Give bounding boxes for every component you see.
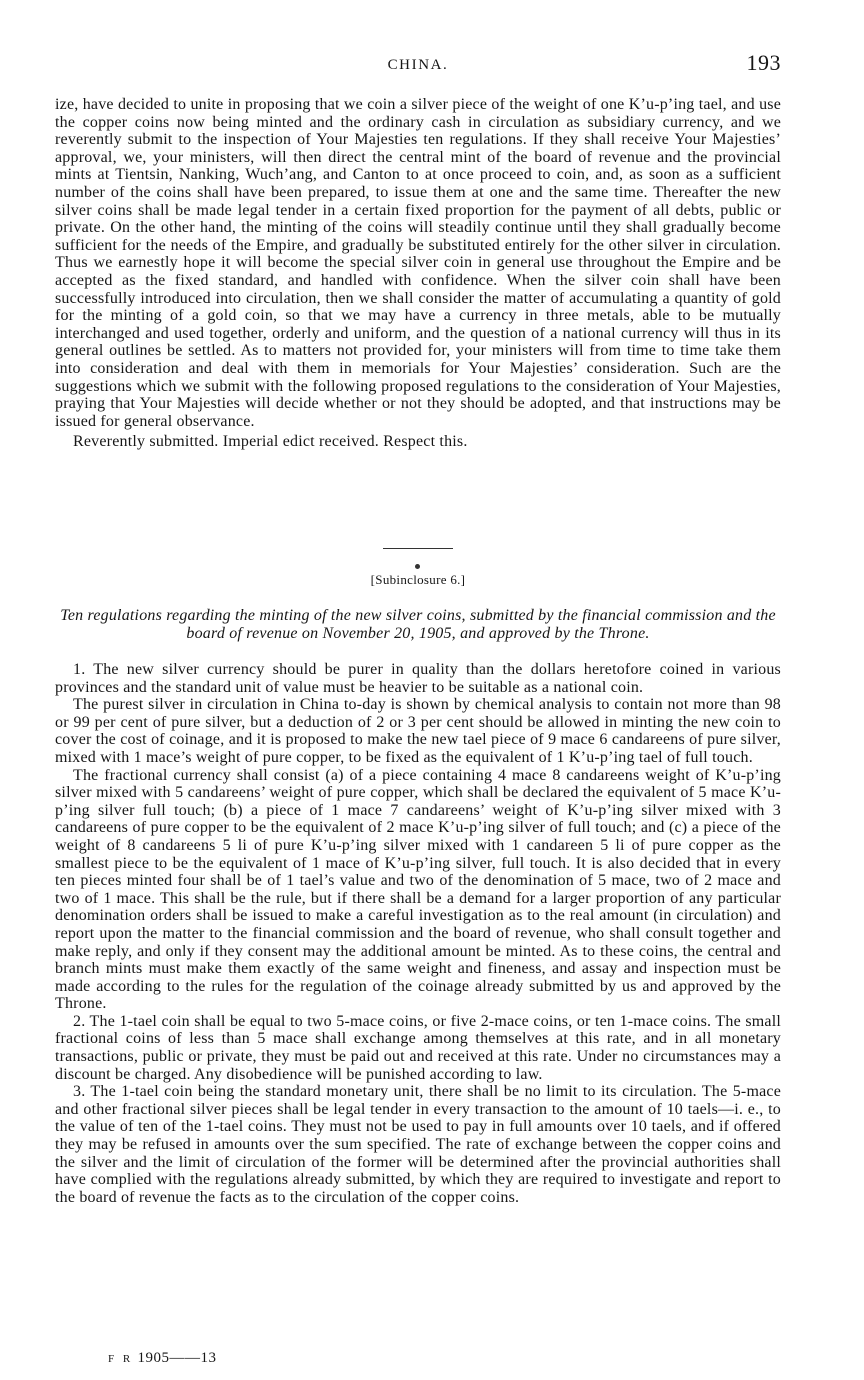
regulations-body [55,661,781,1206]
signature-mark: F R [108,1353,134,1365]
section-divider-rule [383,548,453,549]
regulation-paragraph: 1. The new silver currency should be purer in quality than the dollars heretofore coined in various provinces and the standard unit of value must be heavier to be suitable as a national coin. [55,661,781,696]
memorial-section [55,96,781,451]
memorial-paragraph: ize, have decided to unite in proposing that we coin a silver piece of the weight of one K’u-p’ing tael, and use the copper coins now being minted and the ordinary cash in circulation as subsidiary currency, and we reverently submit to the inspection of Your Majesties ten regulations. If they shall receive Your Majesties’ approval, we, your ministers, will then direct the central mint of the board of revenue and the provincial mints at Tientsin, Nanking, Wuch’ang, and Canton to at once proceed to coin, and, as soon as a sufficient number of the coins shall have been prepared, to issue them at one and the same time. Thereafter the new silver coins shall be made legal tender in a certain fixed proportion for the payment of all debts, public or private. On the other hand, the minting of the coins will steadily continue until they shall gradually become sufficient for the needs of the Empire, and gradually be substituted entirely for the other silver in circulation. Thus we earnestly hope it will become the special silver coin in general use throughout the Empire and be accepted as the fixed standard, and handled with confidence. When the silver coin shall have been successfully introduced into circulation, then we shall consider the matter of accumulating a quantity of gold for the minting of a gold coin, so that we may have a currency in three metals, able to be mutually interchanged and used together, orderly and uniform, and the question of a national currency will thus in its general outlines be settled. As to matters not provided for, your ministers will from time to time take them into consideration and deal with them in memorials for Your Majesties’ consideration. Such are the suggestions which we submit with the following proposed regulations to the consideration of Your Majesties, praying that Your Majesties will decide whether or not they should be adopted, and that instructions may be issued for general observance. [55,96,781,430]
regulation-paragraph: The fractional currency shall consist (a) of a piece containing 4 mace 8 candareens weight of K’u-p’ing silver mixed with 5 candareens’ weight of pure copper, which shall be declared the equivalent of 5 mace K’u-p’ing silver full touch; (b) a piece of 1 mace 7 candareens’ weight of K’u-p’ing silver mixed with 3 candareens of pure copper to be the equivalent of 2 mace K’u-p’ing silver of full touch; and (c) a piece of the weight of 8 candareens 5 li of pure K’u-p’ing silver mixed with 1 candareen 5 li of pure copper as the smallest piece to be the equivalent of 1 mace of K’u-p’ing silver, full touch. It is also decided that in every ten pieces minted four shall be of 1 tael’s value and two of the denomination of 5 mace, two of 2 mace and two of 1 mace. This shall be the rule, but if there shall be a demand for a larger proportion of any particular denomination orders shall be issued to make a careful investigation as to the real amount (in circulation) and report upon the matter to the financial commission and the board of revenue, who shall consult together and make reply, and only if they consent may the additional amount be minted. As to these coins, the central and branch mints must make them exactly of the same weight and fineness, and assay and inspection must be made according to the rules for the regulation of the coinage already submitted by us and approved by the Throne. [55,766,781,1013]
regulations-title: Ten regulations regarding the minting of the new silver coins, submitted by the financial commission and the board of revenue on November 20, 1905, and approved by the Throne. [60,607,776,642]
section-divider-dot [415,564,420,569]
subinclosure-label: [Subinclosure 6.] [370,572,466,587]
regulation-paragraph: 2. The 1-tael coin shall be equal to two 5-mace coins, or five 2-mace coins, or ten 1-mace coins. The small fractional coins of less than 5 mace shall exchange among themselves at this rate, and in all monetary transactions, public or private, they must be paid out and received at this rate. Under no circumstances may a discount be charged. Any disobedience will be punished according to law. [55,1012,781,1083]
memorial-closing: Reverently submitted. Imperial edict received. Respect this. [73,433,468,451]
page-number: 193 [746,50,781,75]
footer-year-sheet: 1905——13 [137,1350,217,1366]
page-header [55,50,781,80]
running-title: CHINA. [387,57,449,73]
regulation-paragraph: The purest silver in circulation in China to-day is shown by chemical analysis to contain not more than 98 or 99 per cent of pure silver, but a deduction of 2 or 3 per cent should be allowed in minting the new coin to cover the cost of coinage, and it is proposed to make the new tael piece of 9 mace 6 candareens of pure silver, mixed with 1 mace’s weight of pure copper, to be fixed as the equivalent of 1 K’u-p’ing tael of full touch. [55,696,781,766]
regulation-paragraph: 3. The 1-tael coin being the standard monetary unit, there shall be no limit to its circulation. The 5-mace and other fractional silver pieces shall be legal tender in every transaction to the amount of 10 taels—i. e., to the value of ten of the 1-tael coins. They must not be used to pay in full amounts over 10 taels, and if offered they may be refused in amounts over the sum specified. The rate of exchange between the copper coins and the silver and the limit of circulation of the former will be determined after the provincial authorities shall have complied with the regulations already submitted, by which they are required to investigate and report to the board of revenue the facts as to the circulation of the copper coins. [55,1083,781,1206]
page-footer [108,1350,216,1367]
